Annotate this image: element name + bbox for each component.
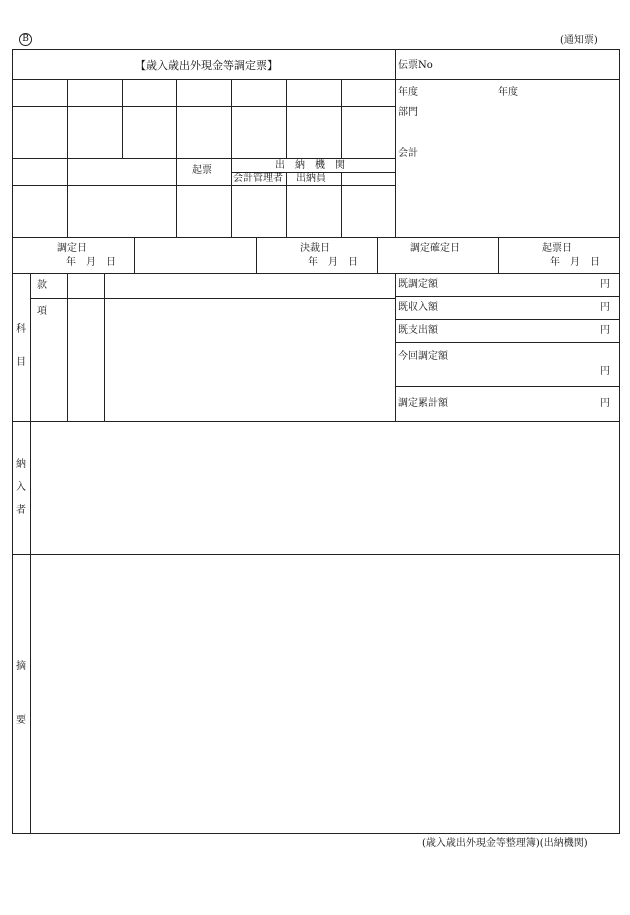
payer-label-char-3: 者 (16, 505, 26, 516)
right-panel-divider (395, 49, 396, 237)
amount-unit-kishishutsu: 円 (600, 325, 610, 336)
year-label-2: 年度 (498, 87, 518, 98)
payer-bottom-line (12, 554, 620, 555)
slip-no-label: 伝票No (398, 60, 433, 71)
suinouin-label: 出納員 (296, 173, 326, 184)
summary-label-char-2: 要 (16, 715, 26, 726)
kihyo-date-label: 起票日 (542, 243, 572, 254)
subject-label-char-1: 科 (16, 324, 26, 335)
title-row-bottom-line (12, 79, 620, 80)
kihyo-date-ymd: 年 月 日 (550, 257, 600, 268)
chotei-kakutei-label: 調定確定日 (410, 243, 460, 254)
amount-label-kishunyu: 既収入額 (398, 302, 438, 313)
summary-label-char-1: 摘 (16, 661, 26, 672)
dept-label: 部門 (398, 107, 418, 118)
amount-label-kishishutsu: 既支出額 (398, 325, 438, 336)
amount-label-kichotei: 既調定額 (398, 279, 438, 290)
form-title: 【歳入歳出外現金等調定票】 (135, 59, 278, 72)
account-label: 会計 (398, 148, 418, 159)
kaikei-kanrisha-label: 会計管理者 (233, 173, 283, 184)
payer-label-char-2: 入 (16, 482, 26, 493)
amount-unit-kichotei: 円 (600, 279, 610, 290)
kessai-date-label: 決裁日 (300, 243, 330, 254)
payer-label-char-1: 納 (16, 459, 26, 470)
suinou-kikan-label: 出 納 機 関 (275, 160, 345, 171)
amount-unit-kishunyu: 円 (600, 302, 610, 313)
amount-unit-konkai: 円 (600, 366, 610, 377)
kou-label: 項 (37, 306, 47, 317)
amount-unit-ruikei: 円 (600, 398, 610, 409)
chotei-date-ymd: 年 月 日 (66, 257, 116, 268)
date-row-top-line (12, 237, 620, 238)
kan-label: 款 (37, 280, 47, 291)
subject-label-char-2: 目 (16, 357, 26, 368)
footer-note: (歳入歳出外現金等整理簿)(出納機関) (422, 838, 588, 849)
kessai-date-ymd: 年 月 日 (308, 257, 358, 268)
year-label-1: 年度 (398, 87, 418, 98)
kihyo-label: 起票 (192, 165, 212, 176)
form-mark-circle: B (19, 33, 32, 46)
amount-label-konkai: 今回調定額 (398, 351, 448, 362)
notice-label: (通知票) (560, 35, 598, 46)
amount-label-ruikei: 調定累計額 (398, 398, 448, 409)
chotei-date-label: 調定日 (57, 243, 87, 254)
